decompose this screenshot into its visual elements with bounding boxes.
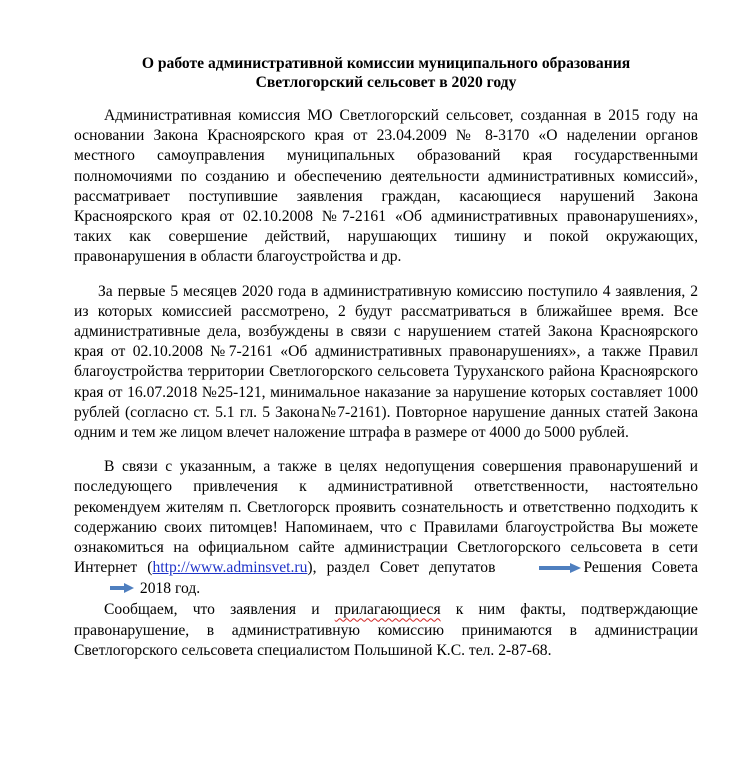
paragraph-contact xyxy=(74,600,698,661)
website-link[interactable]: http://www.adminsvet.ru xyxy=(152,559,308,577)
document-page xyxy=(74,54,698,661)
title-line-1: О работе административной комиссии муниципального образования xyxy=(141,55,631,72)
paragraph-commission-info: Административная комиссия МО Светлогорский сельсовет, созданная в 2015 году на основании Закона Красноярского края от 23.04.2009 № 8-3170 «О наделении органов местного самоуправления муниципальных образований края государственными полномочиями по созданию и обеспечению деятельности административных комиссий», рассматривает поступившие заявления граждан, касающиеся нарушений Закона Красноярского края от 02.10.2008 №7-2161 «Об административных правонарушениях», таких как совершение действий, нарушающих тишину и покой окружающих, правонарушения в области благоустройства и др. xyxy=(74,107,698,266)
paragraph-contact-start: Сообщаем, что заявления и xyxy=(104,601,335,619)
section-label: ), раздел Совет депутатов xyxy=(307,559,496,577)
paragraph-statistics: За первые 5 месяцев 2020 года в административную комиссию поступило 4 заявления, 2 из которых комиссией рассмотрено, 2 будут рассматриваться в ближайшее время. Все административные дела, возбуждены в связи с нарушением статей Закона Красноярского края от 02.10.2008 №7-2161 «Об административных правонарушениях», а также Правил благоустройства территории Светлогорского сельсовета Туруханского района Красноярского края от 16.07.2018 №25-121, минимальное наказание за нарушение которых составляет 1000 рублей (согласно ст. 5.1 гл. 5 Закона№7-2161). Повторное нарушение данных статей Закона одним и тем же лицом влечет наложение штрафа в размере от 4000 до 5000 рублей. xyxy=(74,282,698,442)
paragraph-contact-end: к ним факты, подтверждающие правонарушение, в административную комиссию принимаются в администрации Светлогорского сельсовета специалистом Польшиной К.С. тел. 2-87-68. xyxy=(74,601,698,659)
document-title xyxy=(74,54,698,92)
right-arrow-icon xyxy=(80,579,134,599)
spellcheck-marked-word: прилагающиеся xyxy=(334,601,441,619)
paragraph-recommendation-text: В связи с указанным, а также в целях недопущения совершения правонарушений и последующего привлечения к административной ответственности, настоятельно рекомендуем жителям п. Светлогорск проявить сознательность и ответственно подходить к содержанию своих питомцев! Напоминаем, что с Правилами благоустройства Вы можете ознакомиться на официальном сайте администрации Светлогорского сельсовета в сети Интернет ( xyxy=(74,458,698,577)
year-label: 2018 год. xyxy=(139,579,201,597)
paragraph-recommendation xyxy=(74,457,698,599)
right-arrow-icon xyxy=(509,559,581,579)
title-line-2: Светлогорский сельсовет в 2020 году xyxy=(255,74,517,91)
council-decisions-label: Решения Совета xyxy=(583,559,699,577)
